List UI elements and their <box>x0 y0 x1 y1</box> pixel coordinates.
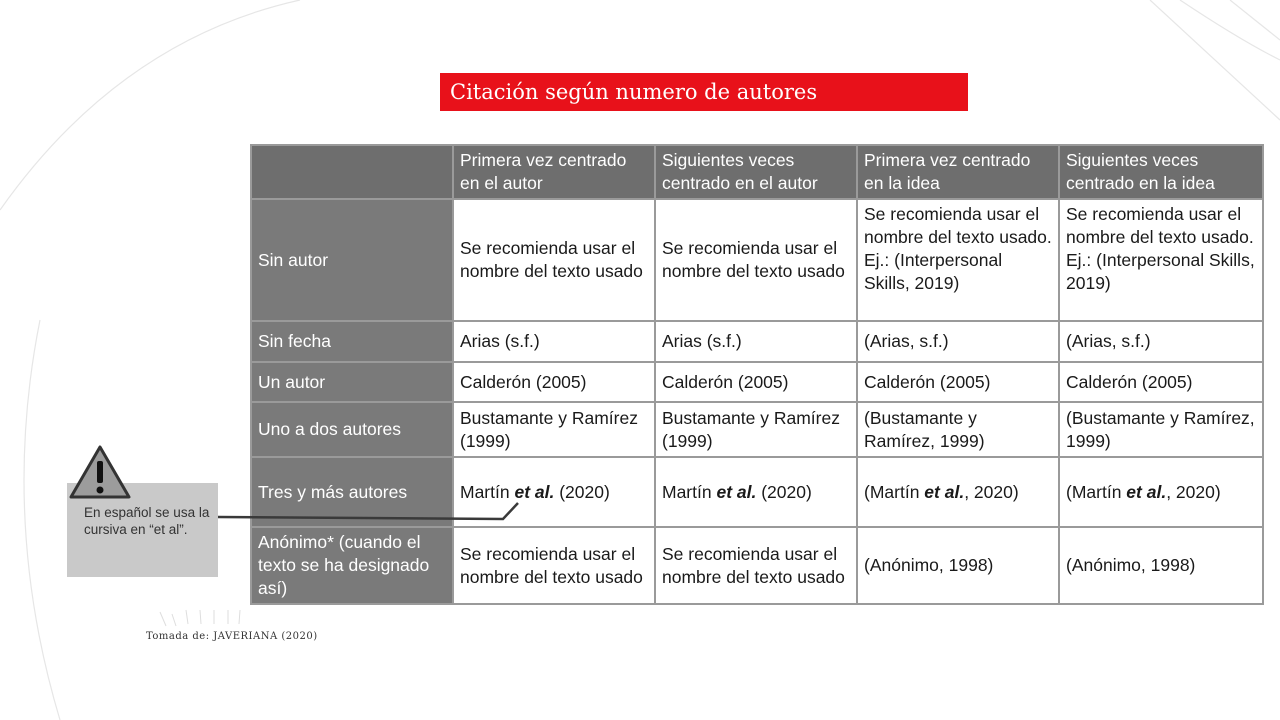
warning-icon <box>68 443 132 501</box>
citation-table <box>250 144 1264 605</box>
table-cell <box>1059 457 1263 527</box>
table-cell: (Arias, s.f.) <box>857 321 1059 362</box>
table-header-row <box>251 145 1263 199</box>
italic-text: et al. <box>1126 481 1167 502</box>
table-cell: (Arias, s.f.) <box>1059 321 1263 362</box>
table-cell: Bustamante y Ramírez (1999) <box>453 402 655 457</box>
italic-text: et al. <box>716 481 757 502</box>
table-cell <box>453 457 655 527</box>
cell-text: (Martín <box>1066 481 1127 502</box>
header-cell: Siguientes veces centrado en la idea <box>1059 145 1263 199</box>
row-label: Sin fecha <box>251 321 453 362</box>
table-cell: Se recomienda usar el nombre del texto usado. Ej.: (Interpersonal Skills, 2019) <box>857 199 1059 321</box>
table-row <box>251 402 1263 457</box>
table-cell <box>857 457 1059 527</box>
table-cell: Se recomienda usar el nombre del texto usado. Ej.: (Interpersonal Skills, 2019) <box>1059 199 1263 321</box>
italic-text: et al. <box>514 481 555 502</box>
table-cell: Calderón (2005) <box>453 362 655 402</box>
header-cell: Primera vez centrado en el autor <box>453 145 655 199</box>
table-cell: Se recomienda usar el nombre del texto usado <box>453 527 655 604</box>
header-cell: Primera vez centrado en la idea <box>857 145 1059 199</box>
table-cell: Se recomienda usar el nombre del texto usado <box>655 527 857 604</box>
slide-title: Citación según numero de autores <box>440 73 968 111</box>
cell-text: (Martín <box>864 481 925 502</box>
table-cell: Calderón (2005) <box>1059 362 1263 402</box>
table-cell: Arias (s.f.) <box>453 321 655 362</box>
row-label: Sin autor <box>251 199 453 321</box>
header-cell: Siguientes veces centrado en el autor <box>655 145 857 199</box>
table-cell: Bustamante y Ramírez (1999) <box>655 402 857 457</box>
cell-text: Martín <box>460 481 515 502</box>
table-cell <box>655 457 857 527</box>
table-row <box>251 362 1263 402</box>
table-row <box>251 527 1263 604</box>
callout-note-text: En español se usa la cursiva en “et al”. <box>84 505 210 537</box>
row-label: Uno a dos autores <box>251 402 453 457</box>
table-cell: Se recomienda usar el nombre del texto usado <box>655 199 857 321</box>
source-caption: Tomada de: JAVERIANA (2020) <box>146 631 318 642</box>
table-cell: Se recomienda usar el nombre del texto usado <box>453 199 655 321</box>
table-row <box>251 457 1263 527</box>
cell-text: , 2020) <box>1166 481 1221 502</box>
table-cell: (Anónimo, 1998) <box>1059 527 1263 604</box>
cell-text: Martín <box>662 481 717 502</box>
table-cell: (Anónimo, 1998) <box>857 527 1059 604</box>
italic-text: et al. <box>924 481 965 502</box>
cell-text: , 2020) <box>964 481 1019 502</box>
table-cell: (Bustamante y Ramírez, 1999) <box>857 402 1059 457</box>
cell-text: (2020) <box>554 481 610 502</box>
row-label: Tres y más autores <box>251 457 453 527</box>
table-row <box>251 321 1263 362</box>
table-cell: (Bustamante y Ramírez, 1999) <box>1059 402 1263 457</box>
table-row <box>251 199 1263 321</box>
header-cell-empty <box>251 145 453 199</box>
table-cell: Calderón (2005) <box>857 362 1059 402</box>
row-label: Anónimo* (cuando el texto se ha designado así) <box>251 527 453 604</box>
row-label: Un autor <box>251 362 453 402</box>
cell-text: (2020) <box>756 481 812 502</box>
table-cell: Arias (s.f.) <box>655 321 857 362</box>
table-cell: Calderón (2005) <box>655 362 857 402</box>
